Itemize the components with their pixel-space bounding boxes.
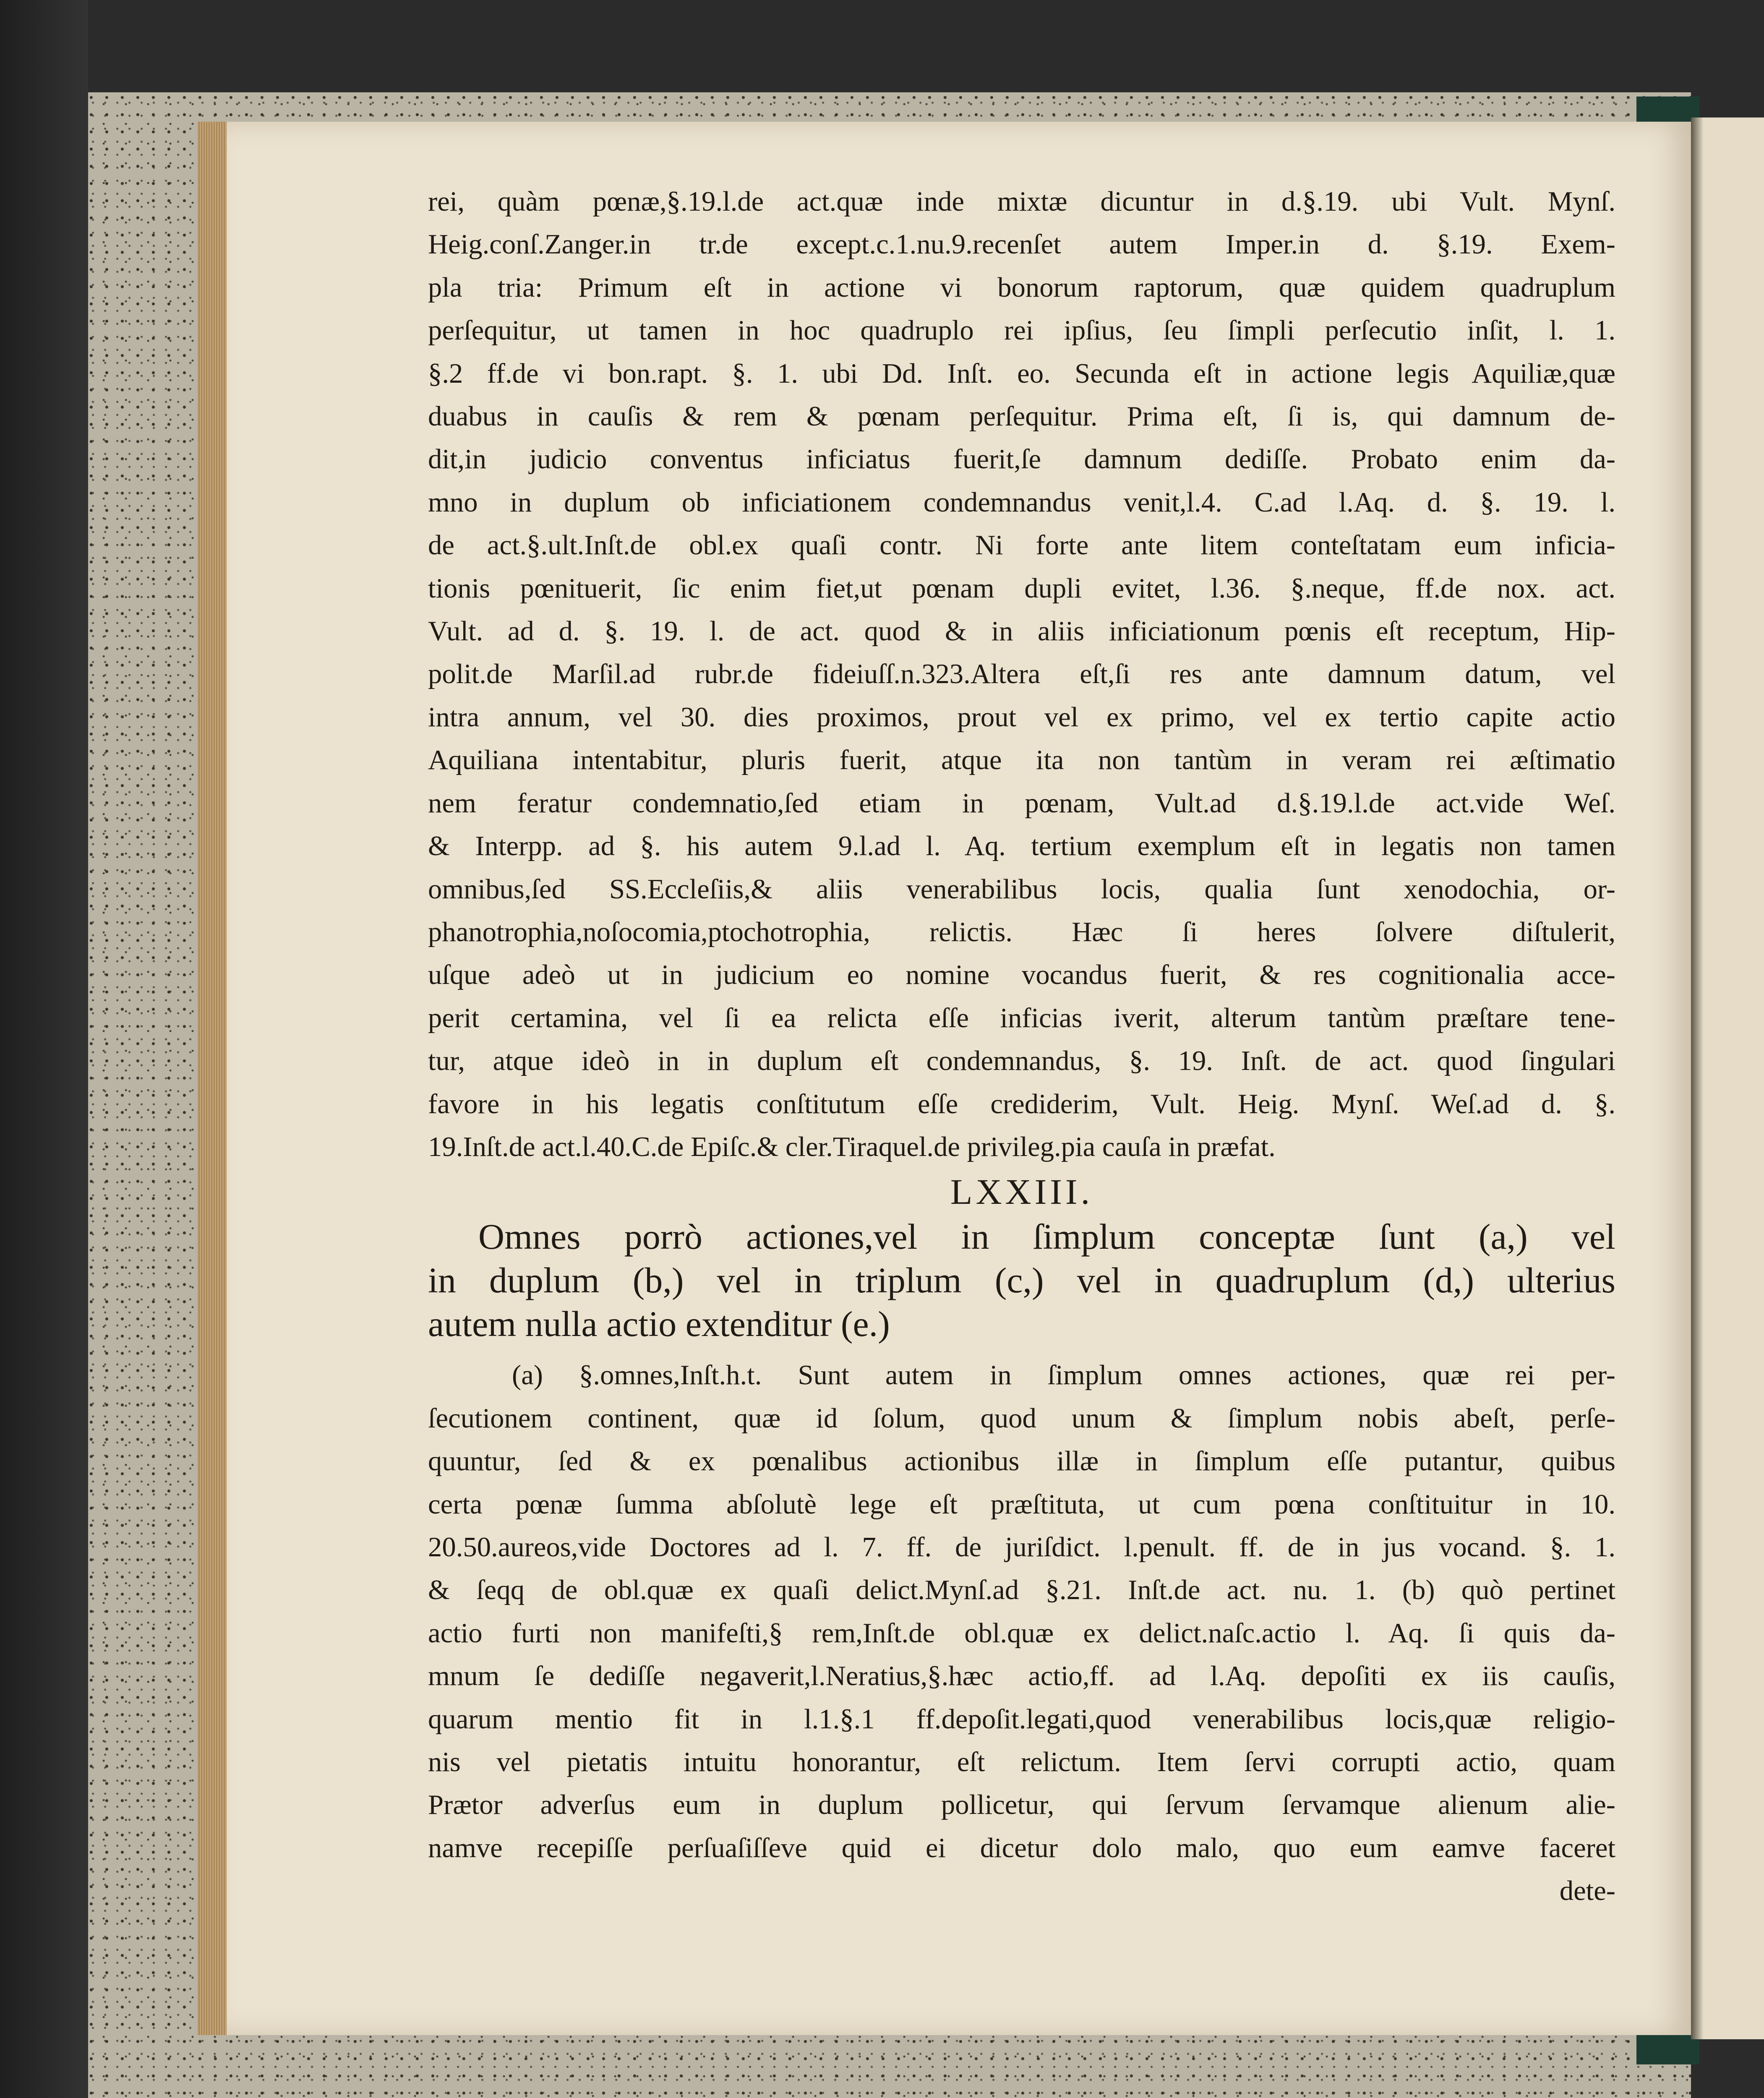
text-line: pla tria: Primum eſt in actione vi bonorum raptorum, quæ quidem quadruplum (428, 272, 1615, 303)
text-line: & ſeqq de obl.quæ ex quaſi delict.Mynſ.ad §.21. Inſt.de act. nu. 1. (b) quò pertinet (428, 1575, 1615, 1606)
text-line: 20.50.aureos,vide Doctores ad l. 7. ff. de juriſdict. l.penult. ff. de in jus vocand. §. 1. (428, 1532, 1615, 1563)
text-line: rei, quàm pœnæ,§.19.l.de act.quæ inde mixtæ dicuntur in d.§.19. ubi Vult. Mynſ. (428, 186, 1615, 217)
text-line: §.2 ff.de vi bon.rapt. §. 1. ubi Dd. Inſt. eo. Secunda eſt in actione legis Aquiliæ,quæ (428, 358, 1615, 389)
text-line: Aquiliana intentabitur, pluris fuerit, atque ita non tantùm in veram rei æſtimatio (428, 745, 1615, 776)
text-line: perit certamina, vel ſi ea relicta eſſe inficias iverit, alterum tantùm præſtare tene- (428, 1002, 1615, 1033)
text-line: uſque adeò ut in judicium eo nomine vocandus fuerit, & res cognitionalia acce- (428, 960, 1615, 991)
text-line: actio furti non manifeſti,§ rem,Inſt.de obl.quæ ex delict.naſc.actio l. Aq. ſi quis da- (428, 1618, 1615, 1649)
text-line: Prætor adverſus eum in duplum pollicetur, qui ſervum ſervamque alienum alie- (428, 1790, 1615, 1821)
commentary-paragraph (428, 1354, 1615, 1870)
text-line: 19.Inſt.de act.l.40.C.de Epiſc.& cler.Tiraquel.de privileg.pia cauſa in præfat. (428, 1131, 1276, 1162)
thesis-line: Omnes porrò actiones,vel in ſimplum conceptæ ſunt (a,) vel (478, 1216, 1615, 1257)
text-line: tionis pœnituerit, ſic enim fiet,ut pœnam dupli evitet, l.36. §.neque, ff.de nox. act. (428, 573, 1615, 604)
text-line: dit,in judicio conventus inficiatus fuerit,ſe damnum dediſſe. Probato enim da- (428, 444, 1615, 475)
section-number: LXXIII. (950, 1172, 1093, 1212)
text-line: favore in his legatis conſtitutum eſſe crediderim, Vult. Heig. Mynſ. Weſ.ad d. §. (428, 1088, 1615, 1119)
facing-page (1691, 117, 1764, 2039)
text-line: nem feratur condemnatio,ſed etiam in pœnam, Vult.ad d.§.19.l.de act.vide Weſ. (428, 788, 1615, 819)
text-line: duabus in cauſis & rem & pœnam perſequitur. Prima eſt, ſi is, qui damnum de- (428, 401, 1615, 432)
thesis-line: autem nulla actio extenditur (e.) (428, 1304, 890, 1344)
text-line: polit.de Marſil.ad rubr.de fideiuſſ.n.323.Altera eſt,ſi res ante damnum datum, vel (428, 659, 1615, 690)
text-line: perſequitur, ut tamen in hoc quadruplo rei ipſius, ſeu ſimpli perſecutio inſit, l. 1. (428, 315, 1615, 346)
text-line: intra annum, vel 30. dies proximos, prout vel ex primo, vel ex tertio capite actio (428, 702, 1615, 733)
page-text (428, 180, 1615, 1913)
text-line: de act.§.ult.Inſt.de obl.ex quaſi contr. Ni forte ante litem conteſtatam eum inficia- (428, 530, 1615, 561)
text-line: omnibus,ſed SS.Eccleſiis,& aliis venerabilibus locis, qualia ſunt xenodochia, or- (428, 874, 1615, 905)
bookmark-ribbon-bottom (1636, 2035, 1699, 2064)
text-line: ſecutionem continent, quæ id ſolum, quod unum & ſimplum nobis abeſt, perſe- (428, 1403, 1615, 1434)
text-line: phanotrophia,noſocomia,ptochotrophia, relictis. Hæc ſi heres ſolvere diſtulerit, (428, 916, 1615, 947)
text-line: quuntur, ſed & ex pœnalibus actionibus illæ in ſimplum eſſe putantur, quibus (428, 1446, 1615, 1477)
text-line: mnum ſe dediſſe negaverit,l.Neratius,§.hæc actio,ff. ad l.Aq. depoſiti ex iis cauſis, (428, 1661, 1615, 1692)
thesis-line: in duplum (b,) vel in triplum (c,) vel in quadruplum (d,) ulterius (428, 1260, 1615, 1301)
text-line: namve recepiſſe perſuaſiſſeve quid ei dicetur dolo malo, quo eum eamve faceret (428, 1832, 1615, 1863)
text-line: certa pœnæ ſumma abſolutè lege eſt præſtituta, ut cum pœna conſtituitur in 10. (428, 1489, 1615, 1520)
text-line: & Interpp. ad §. his autem 9.l.ad l. Aq. tertium exemplum eſt in legatis non tamen (428, 831, 1615, 862)
text-line: (a) §.omnes,Inſt.h.t. Sunt autem in ſimplum omnes actiones, quæ rei per- (512, 1360, 1615, 1391)
text-line: mno in duplum ob inficiationem condemnandus venit,l.4. C.ad l.Aq. d. §. 19. l. (428, 487, 1615, 518)
text-line: Vult. ad d. §. 19. l. de act. quod & in aliis inficiationum pœnis eſt receptum, Hip- (428, 616, 1615, 647)
thesis-paragraph (428, 1215, 1615, 1346)
top-paragraph (428, 180, 1615, 1169)
text-line: Heig.conſ.Zanger.in tr.de except.c.1.nu.9.recenſet autem Imper.in d. §.19. Exem- (428, 229, 1615, 260)
text-line: quarum mentio fit in l.1.§.1 ff.depoſit.legati,quod venerabilibus locis,quæ religio- (428, 1704, 1615, 1735)
page-block-edge (197, 122, 227, 2035)
scan-background (0, 0, 88, 2098)
text-line: tur, atque ideò in in duplum eſt condemnandus, §. 19. Inſt. de act. quod ſingulari (428, 1046, 1615, 1077)
catchword: dete- (1559, 1876, 1615, 1907)
text-line: nis vel pietatis intuitu honorantur, eſt relictum. Item ſervi corrupti actio, quam (428, 1747, 1615, 1777)
